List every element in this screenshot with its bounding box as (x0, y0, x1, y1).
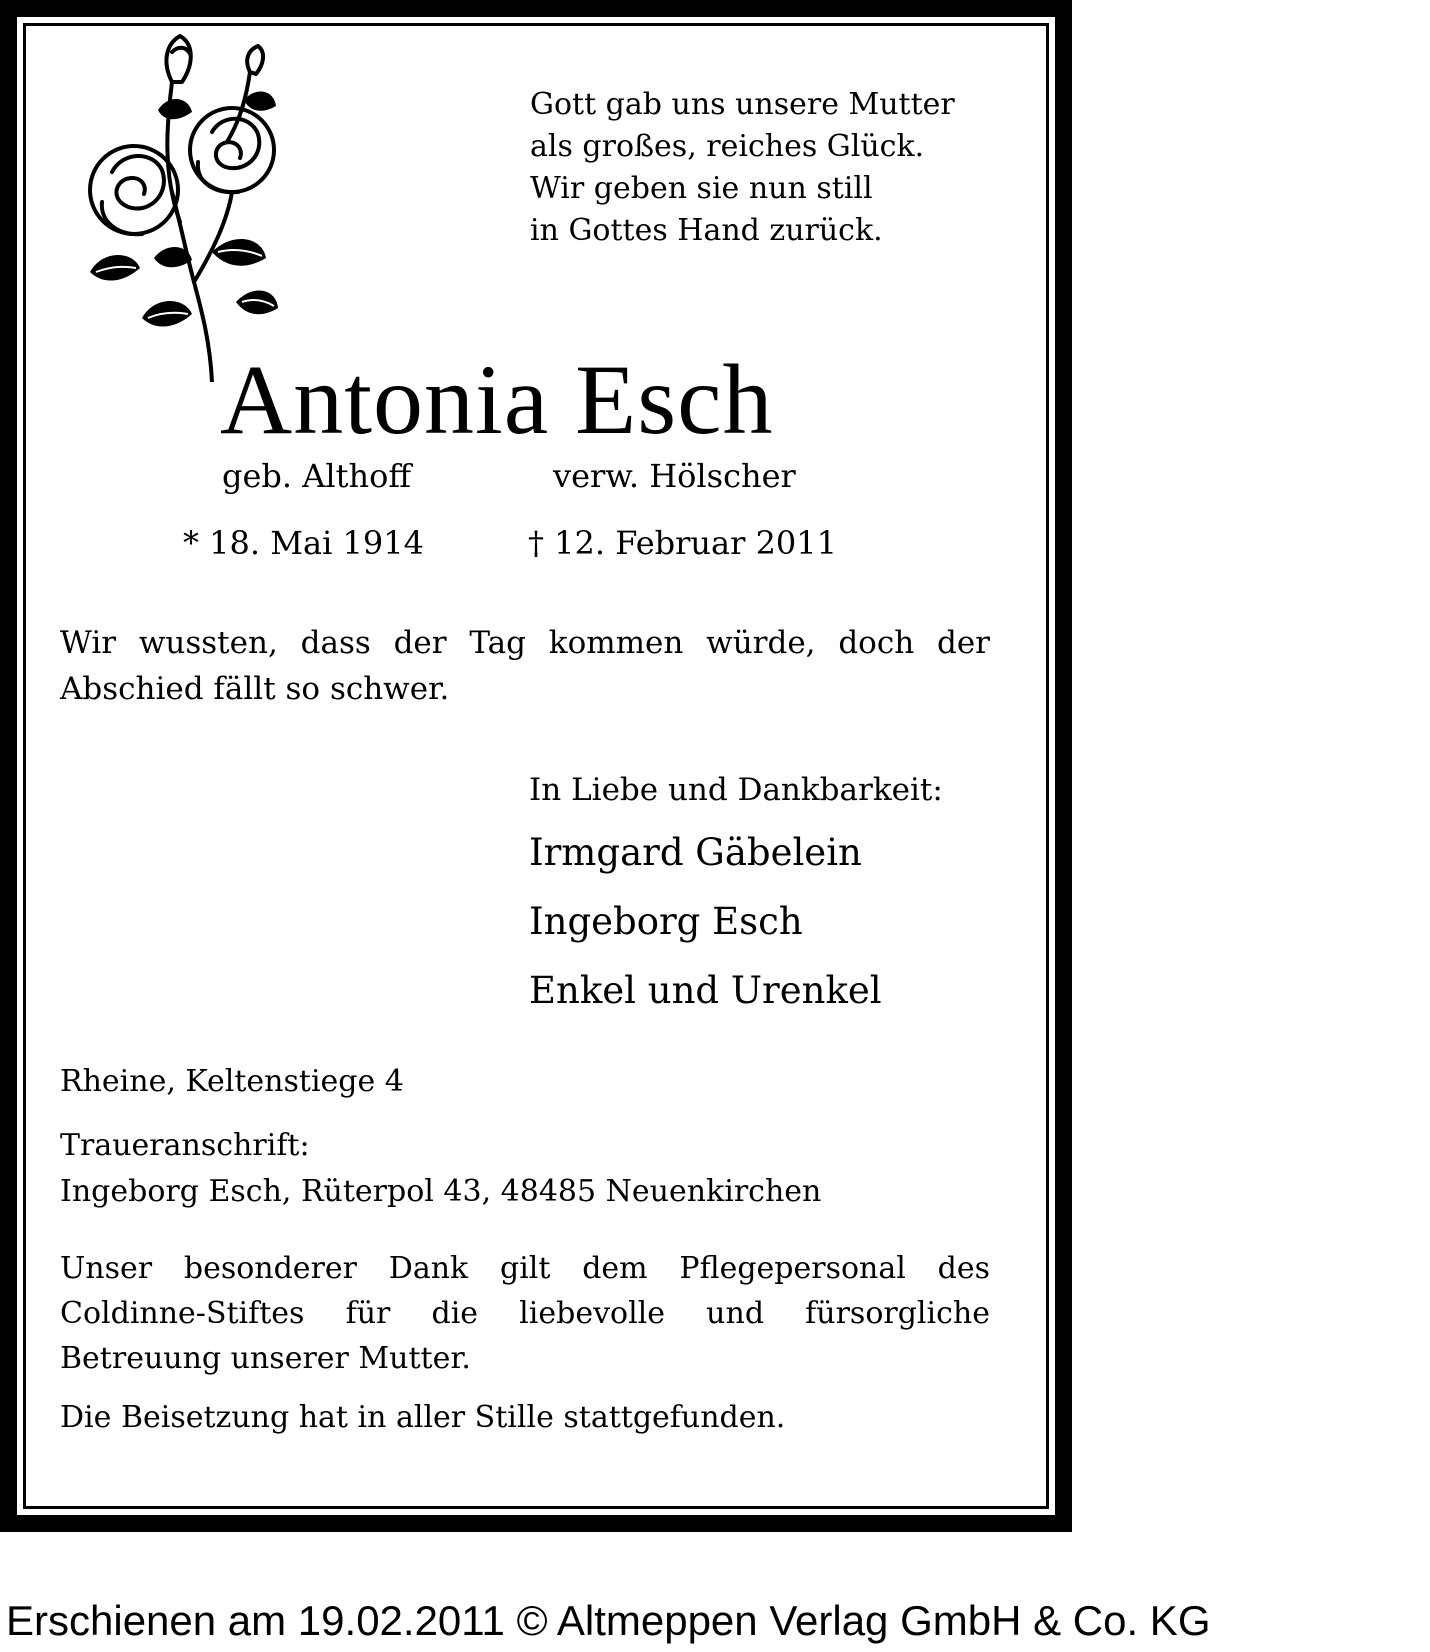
mourning-address-label: Traueranschrift: (60, 1128, 310, 1163)
verse-line: in Gottes Hand zurück. (530, 213, 883, 248)
burial-note: Die Beisetzung hat in aller Stille stattgefunden. (60, 1400, 786, 1435)
verse-line: Wir geben sie nun still (530, 171, 873, 206)
thanks-label: In Liebe und Dankbarkeit: (529, 772, 943, 808)
deceased-name: Antonia Esch (220, 344, 774, 455)
maiden-name: geb. Althoff (222, 457, 412, 495)
family-member: Irmgard Gäbelein (529, 831, 862, 874)
mourning-address: Ingeborg Esch, Rüterpol 43, 48485 Neuenkirchen (60, 1174, 822, 1209)
verse-line: Gott gab uns unsere Mutter (530, 87, 955, 122)
publication-footer: Erschienen am 19.02.2011 © Altmeppen Verlag GmbH & Co. KG (6, 1597, 1211, 1644)
home-address: Rheine, Keltenstiege 4 (60, 1064, 404, 1099)
death-date: † 12. Februar 2011 (528, 524, 837, 562)
gratitude-text: Unser besonderer Dank gilt dem Pflegepersonal des Coldinne-Stiftes für die liebevolle und fürsorgliche Betreuung unserer Mutter. (60, 1251, 990, 1376)
family-member: Enkel und Urenkel (529, 969, 882, 1012)
family-member: Ingeborg Esch (529, 900, 803, 943)
verse (530, 84, 1010, 252)
birth-date: * 18. Mai 1914 (183, 524, 424, 562)
verse-line: als großes, reiches Glück. (530, 129, 925, 164)
farewell-sentence: Wir wussten, dass der Tag kommen würde, doch der Abschied fällt so schwer. (60, 625, 990, 707)
rose-icon (62, 22, 302, 382)
widowed-name: verw. Hölscher (553, 457, 796, 495)
